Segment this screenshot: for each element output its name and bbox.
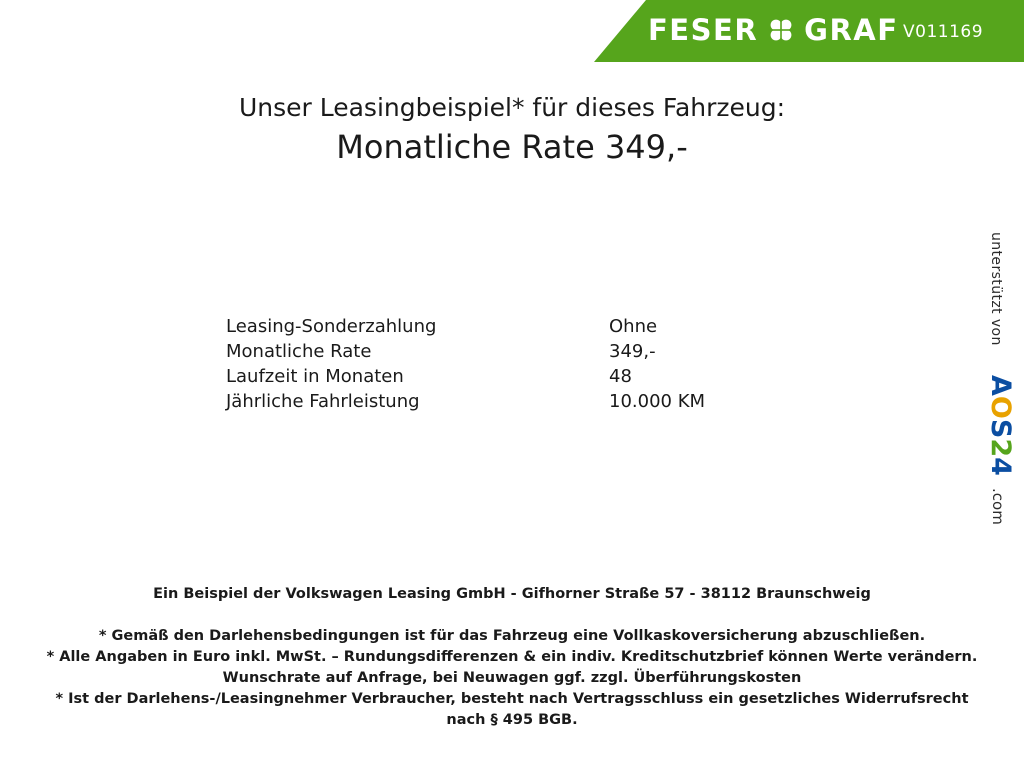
aos24-letter-o: O <box>985 395 1016 419</box>
table-row <box>226 389 909 414</box>
supporter-label: unterstützt von <box>988 232 1004 346</box>
aos24-letter-2: 2 <box>985 438 1016 458</box>
aos24-domain: .com <box>989 488 1007 525</box>
table-row <box>226 339 909 364</box>
footer-note-2: * Alle Angaben in Euro inkl. MwSt. – Rundungsdifferenzen & ein indiv. Kreditschutzbrief können Werte verändern. <box>46 649 978 665</box>
detail-label-monatliche-rate: Monatliche Rate <box>226 341 372 362</box>
clover-icon <box>768 17 794 43</box>
footer-notes <box>0 626 1024 731</box>
detail-label-fahrleistung: Jährliche Fahrleistung <box>226 391 420 412</box>
footer-note-5: nach § 495 BGB. <box>446 712 578 728</box>
page-footer <box>0 584 1024 731</box>
supporter-strip <box>986 232 1016 552</box>
title-block <box>0 92 1024 168</box>
page-title: Unser Leasingbeispiel* für dieses Fahrzeug: <box>238 93 786 122</box>
monthly-rate-headline: Monatliche Rate 349,- <box>336 128 688 166</box>
table-row <box>226 314 909 339</box>
detail-value-laufzeit: 48 <box>609 366 632 387</box>
footer-note-4: * Ist der Darlehens-/Leasingnehmer Verbraucher, besteht nach Vertragsschluss ein gesetzliches Widerrufsrecht <box>55 691 969 707</box>
aos24-letter-4: 4 <box>985 457 1016 476</box>
page-header <box>0 0 1024 62</box>
aos24-logo <box>986 375 1014 476</box>
detail-value-fahrleistung: 10.000 KM <box>609 391 706 412</box>
detail-value-sonderzahlung: Ohne <box>609 316 658 337</box>
footer-note-1: * Gemäß den Darlehensbedingungen ist für das Fahrzeug eine Vollkaskoversicherung abzuschließen. <box>98 628 926 644</box>
aos24-letter-a: A <box>985 375 1016 396</box>
brand-logo <box>648 13 899 47</box>
aos24-letter-s: S <box>985 418 1016 439</box>
brand-name-right: GRAF <box>804 13 899 47</box>
table-row <box>226 364 909 389</box>
detail-label-laufzeit: Laufzeit in Monaten <box>226 366 404 387</box>
footer-provider: Ein Beispiel der Volkswagen Leasing GmbH - Gifhorner Straße 57 - 38112 Braunschweig <box>153 586 871 602</box>
vehicle-id: V011169 <box>903 22 984 42</box>
detail-label-sonderzahlung: Leasing-Sonderzahlung <box>226 316 437 337</box>
detail-value-monatliche-rate: 349,- <box>609 341 656 362</box>
footer-note-3: Wunschrate auf Anfrage, bei Neuwagen ggf. zzgl. Überführungskosten <box>222 670 802 686</box>
brand-name-left: FESER <box>648 13 759 47</box>
leasing-details-table <box>226 314 909 414</box>
